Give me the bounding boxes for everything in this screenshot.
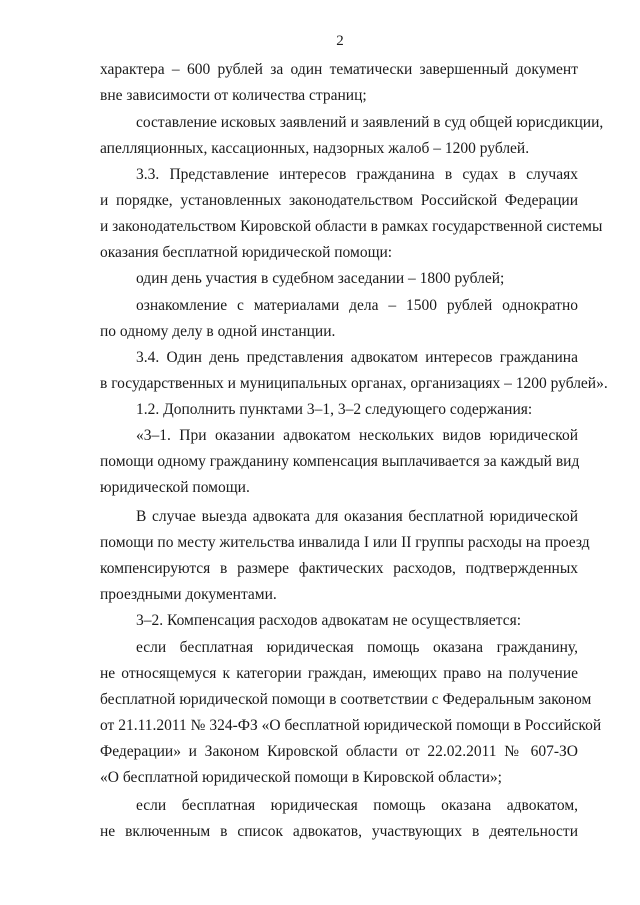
text-line: вне зависимости от количества страниц;	[100, 87, 367, 104]
text-line: ознакомление с материалами дела – 1500 рублей однократно	[136, 297, 578, 314]
text-line: и порядке, установленных законодательством Российской Федерации	[100, 192, 578, 209]
text-line: по одному делу в одной инстанции.	[100, 323, 336, 340]
text-line: «3–1. При оказании адвокатом нескольких видов юридической	[136, 427, 578, 444]
text-line: юридической помощи.	[100, 479, 250, 496]
text-line: не включенным в список адвокатов, участвующих в деятельности	[100, 823, 578, 840]
text-line: помощи по месту жительства инвалида I или II группы расходы на проезд	[100, 534, 590, 551]
text-line: 3–2. Компенсация расходов адвокатам не осуществляется:	[136, 612, 522, 629]
text-line: 3.3. Представление интересов гражданина в судах в случаях	[136, 166, 578, 183]
text-line: от 21.11.2011 № 324-ФЗ «О бесплатной юридической помощи в Российской	[100, 717, 602, 734]
page-number: 2	[336, 33, 344, 49]
text-line: 3.4. Один день представления адвокатом интересов гражданина	[136, 349, 578, 366]
text-line: оказания бесплатной юридической помощи:	[100, 244, 393, 261]
text-line: один день участия в судебном заседании – 1800 рублей;	[136, 270, 505, 287]
text-line: Федерации» и Законом Кировской области от 22.02.2011 № 607-ЗО	[100, 743, 578, 760]
text-line: характера – 600 рублей за один тематически завершенный документ	[100, 61, 578, 78]
text-line: компенсируются в размере фактических расходов, подтвержденных	[100, 560, 578, 577]
text-line: апелляционных, кассационных, надзорных жалоб – 1200 рублей.	[100, 140, 530, 157]
text-line: бесплатной юридической помощи в соответствии с Федеральным законом	[100, 691, 592, 708]
text-line: 1.2. Дополнить пунктами 3–1, 3–2 следующего содержания:	[136, 401, 533, 418]
text-line: В случае выезда адвоката для оказания бесплатной юридической	[136, 508, 578, 525]
text-line: если бесплатная юридическая помощь оказана гражданину,	[136, 639, 578, 656]
text-line: «О бесплатной юридической помощи в Кировской области»;	[100, 769, 502, 786]
text-line: проездными документами.	[100, 586, 277, 603]
text-line: если бесплатная юридическая помощь оказана адвокатом,	[136, 797, 578, 814]
text-line: и законодательством Кировской области в рамках государственной системы	[100, 218, 603, 235]
text-line: составление исковых заявлений и заявлений в суд общей юрисдикции,	[136, 114, 604, 131]
text-line: помощи одному гражданину компенсация выплачивается за каждый вид	[100, 453, 580, 470]
text-line: не относящемуся к категории граждан, имеющих право на получение	[100, 665, 578, 682]
text-line: в государственных и муниципальных органах, организациях – 1200 рублей».	[100, 375, 608, 392]
